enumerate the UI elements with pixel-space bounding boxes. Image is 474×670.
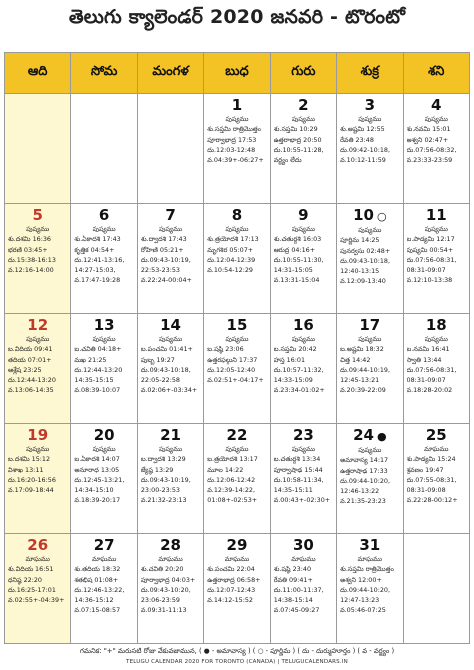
panchang-detail: అశ్వని 12:00+ <box>340 575 382 584</box>
panchang-detail: 14:33-15:09 <box>273 376 313 385</box>
month-name: పుష్యము <box>92 335 116 343</box>
weekday-sunday: ఆది <box>5 53 71 94</box>
panchang-detail: వ.05:46-07:25 <box>340 606 386 615</box>
panchang-detail: 14:36-15:12 <box>74 596 114 605</box>
day-number <box>271 207 336 224</box>
panchang-detail: 14:31-15:05 <box>273 266 313 275</box>
panchang-detail: శు.త్రయోదశి 17:13 <box>207 235 259 244</box>
panchang-detail: 14:38-15:14 <box>273 596 313 605</box>
panchang-detail: బ.పంచమి 01:41+ <box>140 345 193 354</box>
day-cell <box>5 424 71 534</box>
day-number <box>5 207 70 224</box>
panchang-detail: భరణి 03:45+ <box>8 245 48 254</box>
day-number <box>138 317 203 334</box>
day-cell <box>5 204 71 314</box>
panchang-detail: శ్రవణం 19:47 <box>406 465 444 474</box>
panchang-detail: స్వాతి 13:44 <box>406 355 442 364</box>
panchang-detail: వ.12:16-14:00 <box>8 266 54 275</box>
day-number-text: 11 <box>425 206 447 224</box>
panchang-detail: దు.09:43-10:20, <box>140 585 191 594</box>
calendar-grid <box>4 52 470 644</box>
day-number-text: 27 <box>93 536 115 554</box>
panchang-detail: ఆశ్లేష 23:25 <box>8 365 42 374</box>
day-cell <box>5 314 71 424</box>
day-number-text: 28 <box>160 536 181 554</box>
panchang-detail: బ.చతుర్దశి 13:34 <box>273 455 321 464</box>
day-number-text: 16 <box>292 316 314 334</box>
panchang-detail: ఉత్తరఫల్గుని 17:37 <box>207 355 258 364</box>
day-number <box>5 427 70 444</box>
day-number <box>337 97 402 114</box>
day-number-text: 25 <box>425 426 447 444</box>
week-row <box>5 534 470 644</box>
panchang-detail: దు.09:44-10:20, <box>340 476 391 485</box>
day-number-text: 1 <box>231 96 243 114</box>
panchang-detail: దు.10:57-11:32, <box>273 365 324 374</box>
panchang-detail: పూర్వాభాద్ర 04:03+ <box>140 575 196 584</box>
month-name: మాఘము <box>158 555 183 563</box>
panchang-detail: దు.12:45-13:21, <box>74 475 125 484</box>
panchang-detail: దు.09:42-10:18, <box>340 145 391 154</box>
panchang-detail: దు.12:05-12:40 <box>207 365 256 374</box>
day-cell <box>337 314 403 424</box>
panchang-detail: 23:00-23:53 <box>140 486 180 495</box>
day-number-text: 3 <box>364 96 376 114</box>
panchang-detail: వ.17:47-19:28 <box>74 276 121 285</box>
panchang-detail: శు.అష్టమి 12:55 <box>340 125 385 134</box>
day-number-text: 24 <box>353 426 374 444</box>
day-number <box>138 427 203 444</box>
day-cell <box>204 204 270 314</box>
panchang-detail: ఉత్తరాభాద్ర 06:58+ <box>207 575 261 584</box>
day-number <box>204 97 269 114</box>
panchang-detail: వ.00:43+-02:30+ <box>273 496 331 505</box>
day-number-text: 18 <box>425 316 447 334</box>
panchang-detail: హస్త 16:01 <box>273 355 306 364</box>
weekday-wednesday: బుధ <box>204 53 270 94</box>
panchang-detail: 23:06-23:59 <box>140 596 180 605</box>
panchang-detail: పూర్వాషాఢ 15:44 <box>273 465 323 474</box>
day-cell <box>270 534 336 644</box>
weekday-saturday: శని <box>403 53 469 94</box>
day-cell <box>137 314 203 424</box>
panchang-detail: ఉత్తరాషాఢ 17:33 <box>340 466 388 475</box>
day-number <box>138 537 203 554</box>
day-number <box>71 537 136 554</box>
panchang-detail: మూల 14:22 <box>207 465 244 474</box>
panchang-detail: శు.విదియ 16:51 <box>8 565 54 574</box>
day-number-text: 13 <box>93 316 115 334</box>
panchang-detail: దు.12:44-13:20 <box>74 365 123 374</box>
panchang-detail: 12:46-13:22 <box>340 487 380 496</box>
day-number <box>204 427 269 444</box>
panchang-detail: 14:35-15:15 <box>74 376 114 385</box>
day-number-text: 17 <box>359 316 381 334</box>
panchang-detail: వ.20:39-22:09 <box>340 386 386 395</box>
day-number-text: 15 <box>226 316 248 334</box>
panchang-detail: పూర్వాభాద్ర 17:53 <box>207 135 257 144</box>
month-name: పుష్యము <box>358 226 382 234</box>
panchang-detail: పుష్యమి 00:54+ <box>406 245 454 254</box>
panchang-detail: శతభిష 01:08+ <box>74 575 119 584</box>
panchang-detail: వ.14:12-15:52 <box>207 596 253 605</box>
panchang-detail: శు.చతుర్దశి 16:03 <box>273 235 322 244</box>
panchang-detail: బ.త్రయోదశి 13:17 <box>207 455 258 464</box>
month-name: పుష్యము <box>358 115 382 123</box>
panchang-detail: వ.10:12-11:59 <box>340 156 386 165</box>
panchang-detail: దు.09:43-10:19, <box>140 475 191 484</box>
day-cell <box>71 534 137 644</box>
panchang-detail: దు.10:58-11:34, <box>273 475 324 484</box>
month-name: మాఘము <box>224 555 250 563</box>
weekday-friday: శుక్ర <box>337 53 403 94</box>
panchang-detail: వ.22:24-00:04+ <box>140 276 192 285</box>
week-row <box>5 314 470 424</box>
panchang-detail: 22:05-22:58 <box>140 376 180 385</box>
panchang-detail: శు.ఏకాదశి 17:43 <box>74 235 121 244</box>
month-name: పుష్యము <box>159 335 183 343</box>
new-moon-icon: ● <box>376 430 387 443</box>
day-number <box>5 537 70 554</box>
panchang-detail: మృగశిర 05:07+ <box>207 245 254 254</box>
panchang-detail: 08:31-09:08 <box>406 486 446 495</box>
day-number-text: 9 <box>298 206 309 224</box>
panchang-detail: దు.12:44-13:20 <box>8 376 56 385</box>
panchang-detail: మఖ 21:25 <box>74 355 107 364</box>
month-name: పుష్యము <box>358 335 382 343</box>
weekday-monday: సోమ <box>71 53 137 94</box>
month-name: పుష్యము <box>225 335 249 343</box>
panchang-detail: దు.12:07-12:43 <box>207 585 256 594</box>
month-name: మాఘము <box>25 555 50 563</box>
panchang-detail: వ.23:33-23:59 <box>406 156 453 165</box>
panchang-detail: వ.09:31-11:13 <box>140 606 187 615</box>
panchang-detail: వ.02:51+-04:17+ <box>207 376 264 385</box>
panchang-detail: దు.16:20-16:56 <box>8 475 56 484</box>
panchang-detail: దు.07:55-08:31, <box>406 475 457 484</box>
panchang-detail: 12:45-13:21 <box>340 376 380 385</box>
day-number <box>404 207 469 224</box>
month-name: మాఘము <box>357 555 382 563</box>
day-cell <box>137 204 203 314</box>
day-number-text: 30 <box>292 536 314 554</box>
day-number-text: 2 <box>298 96 309 114</box>
panchang-detail: 01:08+-02:53+ <box>207 496 258 505</box>
panchang-detail: శు.పాడ్యమి 15:24 <box>406 455 456 464</box>
day-cell <box>137 534 203 644</box>
day-number-text: 5 <box>32 206 43 224</box>
panchang-detail: దు.09:43-10:19, <box>140 255 191 264</box>
panchang-detail: దు.07:56-08:32, <box>406 145 457 154</box>
panchang-detail: వ.13:06-14:35 <box>8 386 54 395</box>
month-name: పుష్యము <box>225 225 249 233</box>
panchang-detail: దు.12:46-13:22, <box>74 585 125 594</box>
month-name: పుష్యము <box>225 115 249 123</box>
day-number <box>337 427 402 445</box>
day-number-text: 6 <box>98 206 110 224</box>
day-cell <box>403 94 469 204</box>
month-name: పుష్యము <box>291 115 315 123</box>
day-number-text: 21 <box>160 426 181 444</box>
day-cell <box>270 94 336 204</box>
day-number <box>337 207 402 225</box>
panchang-detail: చిత్త 14:42 <box>340 355 371 364</box>
day-number <box>204 207 269 224</box>
day-cell <box>403 314 469 424</box>
panchang-detail: దు.07:56-08:31, <box>406 255 457 264</box>
panchang-detail: అమావాస్య 14:17 <box>340 456 389 465</box>
day-cell <box>270 314 336 424</box>
panchang-detail: వ.21:35-23:23 <box>340 497 386 506</box>
panchang-detail: ఉత్తరాభాద్ర 20:50 <box>273 135 322 144</box>
panchang-detail: బ.ద్వాదశి 13:29 <box>140 455 186 464</box>
day-number <box>204 317 269 334</box>
month-name: పుష్యము <box>424 115 448 123</box>
day-cell <box>71 204 137 314</box>
day-number-text: 26 <box>27 536 49 554</box>
panchang-detail: ధనిష్ఠ 22:20 <box>8 575 43 584</box>
panchang-detail: వ.07:15-08:57 <box>74 606 121 615</box>
panchang-detail: శు.ద్వాదశి 17:43 <box>140 235 187 244</box>
panchang-detail: దు.09:43-10:18, <box>140 365 191 374</box>
panchang-detail: 08:31-09:07 <box>406 266 446 275</box>
day-number <box>271 317 336 334</box>
panchang-detail: దు.12:04-12:39 <box>207 255 256 264</box>
panchang-detail: 22:53-23:53 <box>140 266 180 275</box>
day-number-text: 4 <box>431 96 442 114</box>
panchang-detail: వ.12:10-13:38 <box>406 276 453 285</box>
month-name: మాఘము <box>91 555 117 563</box>
panchang-detail: బ.అష్టమి 18:32 <box>340 345 384 354</box>
panchang-detail: పునర్వసు 02:48+ <box>340 246 391 255</box>
panchang-detail: బ.ఏకాదశి 14:07 <box>74 455 120 464</box>
panchang-detail: 14:34-15:10 <box>74 486 114 495</box>
month-name: మాఘము <box>291 555 316 563</box>
panchang-detail: దు.16:25-17:01 <box>8 585 56 594</box>
panchang-detail: రోహిణి 05:21+ <box>140 245 184 254</box>
panchang-detail: బ.నవమి 16:41 <box>406 345 450 354</box>
month-name: పుష్యము <box>424 225 448 233</box>
day-number-text: 23 <box>292 426 314 444</box>
panchang-detail: శు.షష్ఠి 23:40 <box>273 565 312 574</box>
panchang-detail: వ.02:55+-04:39+ <box>8 596 65 605</box>
day-number <box>337 537 402 554</box>
panchang-detail: శు.తదియ 18:32 <box>74 565 121 574</box>
month-name: పుష్యము <box>92 445 116 453</box>
day-cell <box>204 534 270 644</box>
day-cell <box>137 424 203 534</box>
day-cell <box>337 204 403 314</box>
empty-day-cell <box>403 534 469 644</box>
panchang-detail: విశాఖ 13:11 <box>8 465 44 474</box>
panchang-detail: దు.09:44-10:19, <box>340 365 391 374</box>
panchang-detail: శు.నవమి 15:01 <box>406 125 451 134</box>
panchang-detail: దు.09:43-10:18, <box>340 256 391 265</box>
panchang-detail: బ.పాడ్యమి 12:17 <box>406 235 455 244</box>
day-number <box>204 537 269 554</box>
month-name: పుష్యము <box>159 445 183 453</box>
day-number <box>71 317 136 334</box>
day-number-text: 19 <box>27 426 49 444</box>
panchang-detail: శు.సప్తమి రాత్రిమొత్తం <box>340 565 394 574</box>
day-number-text: 20 <box>93 426 115 444</box>
day-cell <box>5 534 71 644</box>
legend-note: గమనిక: "+" మరుసటి రోజు వేకువజామున, ( ● - అమావాస్య ) ( ○ - పూర్ణిమ ) ( దు - దుర్ముహూర్తం ) ( వ - వర్జ్యం ) <box>79 647 395 655</box>
panchang-detail: శు.చవితి 20:20 <box>140 565 184 574</box>
weekday-header-row <box>5 53 470 94</box>
week-row <box>5 204 470 314</box>
day-cell <box>204 314 270 424</box>
panchang-detail: వ.04:39+-06:27+ <box>207 156 264 165</box>
panchang-detail: దు.07:56-08:31, <box>406 365 457 374</box>
panchang-detail: 14:27-15:03, <box>74 266 116 275</box>
panchang-detail: దు.12:41-13:16, <box>74 255 125 264</box>
panchang-detail: వ.22:28-00:12+ <box>406 496 458 505</box>
full-moon-icon: ○ <box>376 210 387 223</box>
panchang-detail: ఆరుద్ర 04:16+ <box>273 245 316 254</box>
panchang-detail: వ.08:39-10:07 <box>74 386 121 395</box>
day-number-text: 14 <box>160 316 181 334</box>
month-name: పుష్యము <box>358 446 382 454</box>
month-name: పుష్యము <box>26 225 50 233</box>
month-name: పుష్యము <box>291 445 315 453</box>
panchang-detail: పూర్ణిమ 14:25 <box>340 236 380 245</box>
panchang-detail: 12:47-13:23 <box>340 596 380 605</box>
panchang-detail: రేవతి 23:48 <box>340 135 374 144</box>
panchang-detail: వ.13:31-15:04 <box>273 276 320 285</box>
week-row <box>5 424 470 534</box>
day-cell <box>270 424 336 534</box>
day-cell <box>337 94 403 204</box>
day-number-text: 12 <box>27 316 49 334</box>
panchang-detail: దు.12:03-12:48 <box>207 145 256 154</box>
day-number <box>71 427 136 444</box>
empty-day-cell <box>71 94 137 204</box>
panchang-detail: బ.విదియ 09:41 <box>8 345 53 354</box>
month-name: పుష్యము <box>291 225 315 233</box>
panchang-detail: పుబ్బ 19:27 <box>140 355 175 364</box>
day-number <box>271 537 336 554</box>
day-cell <box>403 424 469 534</box>
panchang-detail: వ.02:06+-03:34+ <box>140 386 198 395</box>
day-number <box>5 317 70 334</box>
panchang-detail: కృత్తిక 04:54+ <box>74 245 115 254</box>
month-name: పుష్యము <box>159 225 183 233</box>
panchang-detail: అనూరాధ 13:05 <box>74 465 120 474</box>
day-number <box>404 427 469 444</box>
day-number <box>138 207 203 224</box>
day-number-text: 22 <box>226 426 248 444</box>
credit-line: TELUGU CALENDAR 2020 FOR TORONTO (CANADA) | TELUGUCALENDARS.IN <box>126 659 348 665</box>
day-cell <box>71 314 137 424</box>
month-name: మాఘము <box>424 445 449 453</box>
weekday-tuesday: మంగళ <box>137 53 203 94</box>
page-title: తెలుగు క్యాలెండర్ 2020 జనవరి - టొరంటో <box>68 6 406 28</box>
panchang-detail: వ.10:54-12:29 <box>207 266 253 275</box>
panchang-detail: శు.పంచమి 22:04 <box>207 565 255 574</box>
panchang-detail: శు.సప్తమి 10:29 <box>273 125 318 134</box>
panchang-detail: వ.21:32-23:13 <box>140 496 187 505</box>
day-number <box>271 427 336 444</box>
day-cell <box>270 204 336 314</box>
panchang-detail: వ.23:34-01:02+ <box>273 386 325 395</box>
month-name: పుష్యము <box>26 335 50 343</box>
day-cell <box>337 424 403 534</box>
empty-day-cell <box>5 94 71 204</box>
day-number <box>271 97 336 114</box>
calendar-body <box>5 94 470 644</box>
empty-day-cell <box>137 94 203 204</box>
day-number-text: 29 <box>226 536 248 554</box>
month-name: పుష్యము <box>225 445 249 453</box>
day-cell <box>204 94 270 204</box>
panchang-detail: దు.11:00-11:37, <box>273 585 324 594</box>
day-number-text: 10 <box>353 206 374 224</box>
panchang-detail: బ.సప్తమి 20:42 <box>273 345 317 354</box>
panchang-detail: శు.దశమి 16:36 <box>8 235 51 244</box>
panchang-detail: జ్యేష్ఠ 13:29 <box>140 465 174 474</box>
panchang-detail: రేవతి 09:41+ <box>273 575 313 584</box>
panchang-detail: 08:31-09:07 <box>406 376 446 385</box>
panchang-detail: 14:35-15:11 <box>273 486 313 495</box>
month-name: పుష్యము <box>424 335 448 343</box>
panchang-detail: దు.15:38-16:13 <box>8 255 56 264</box>
panchang-detail: దు.09:44-10:20, <box>340 585 391 594</box>
panchang-detail: వ.18:28-20:02 <box>406 386 453 395</box>
day-number <box>71 207 136 224</box>
panchang-detail: వ.17:09-18:44 <box>8 486 54 495</box>
panchang-detail: వ.18:39-20:17 <box>74 496 121 505</box>
panchang-detail: వ.12:09-13:40 <box>340 277 386 286</box>
day-number <box>337 317 402 334</box>
panchang-detail: దు.10:55-11:28, <box>273 145 324 154</box>
day-number-text: 8 <box>231 206 243 224</box>
panchang-detail: శు.సప్తమి రాత్రిమొత్తం <box>207 125 262 134</box>
day-number-text: 31 <box>359 536 381 554</box>
panchang-detail: తదియ 07:01+ <box>8 355 52 364</box>
panchang-detail: అశ్వని 02:47+ <box>406 135 449 144</box>
panchang-detail: బ.షష్ఠి 23:06 <box>207 345 244 354</box>
day-number <box>404 97 469 114</box>
day-cell <box>71 424 137 534</box>
day-number <box>404 317 469 334</box>
panchang-detail: వ.12:39-14:22, <box>207 486 256 495</box>
day-number-text: 7 <box>165 206 176 224</box>
panchang-detail: వర్జ్యం లేదు <box>273 156 302 165</box>
panchang-detail: బ.చవితి 04:18+ <box>74 345 122 354</box>
panchang-detail: 12:40-13:15 <box>340 267 380 276</box>
month-name: పుష్యము <box>291 335 315 343</box>
panchang-detail: బ.దశమి 15:12 <box>8 455 51 464</box>
day-cell <box>337 534 403 644</box>
panchang-detail: దు.12:06-12:42 <box>207 475 256 484</box>
month-name: పుష్యము <box>92 225 116 233</box>
month-name: పుష్యము <box>26 445 50 453</box>
day-cell <box>204 424 270 534</box>
panchang-detail: దు.10:55-11:30, <box>273 255 324 264</box>
week-row <box>5 94 470 204</box>
panchang-detail: వ.07:45-09:27 <box>273 606 320 615</box>
day-cell <box>403 204 469 314</box>
weekday-thursday: గురు <box>270 53 336 94</box>
